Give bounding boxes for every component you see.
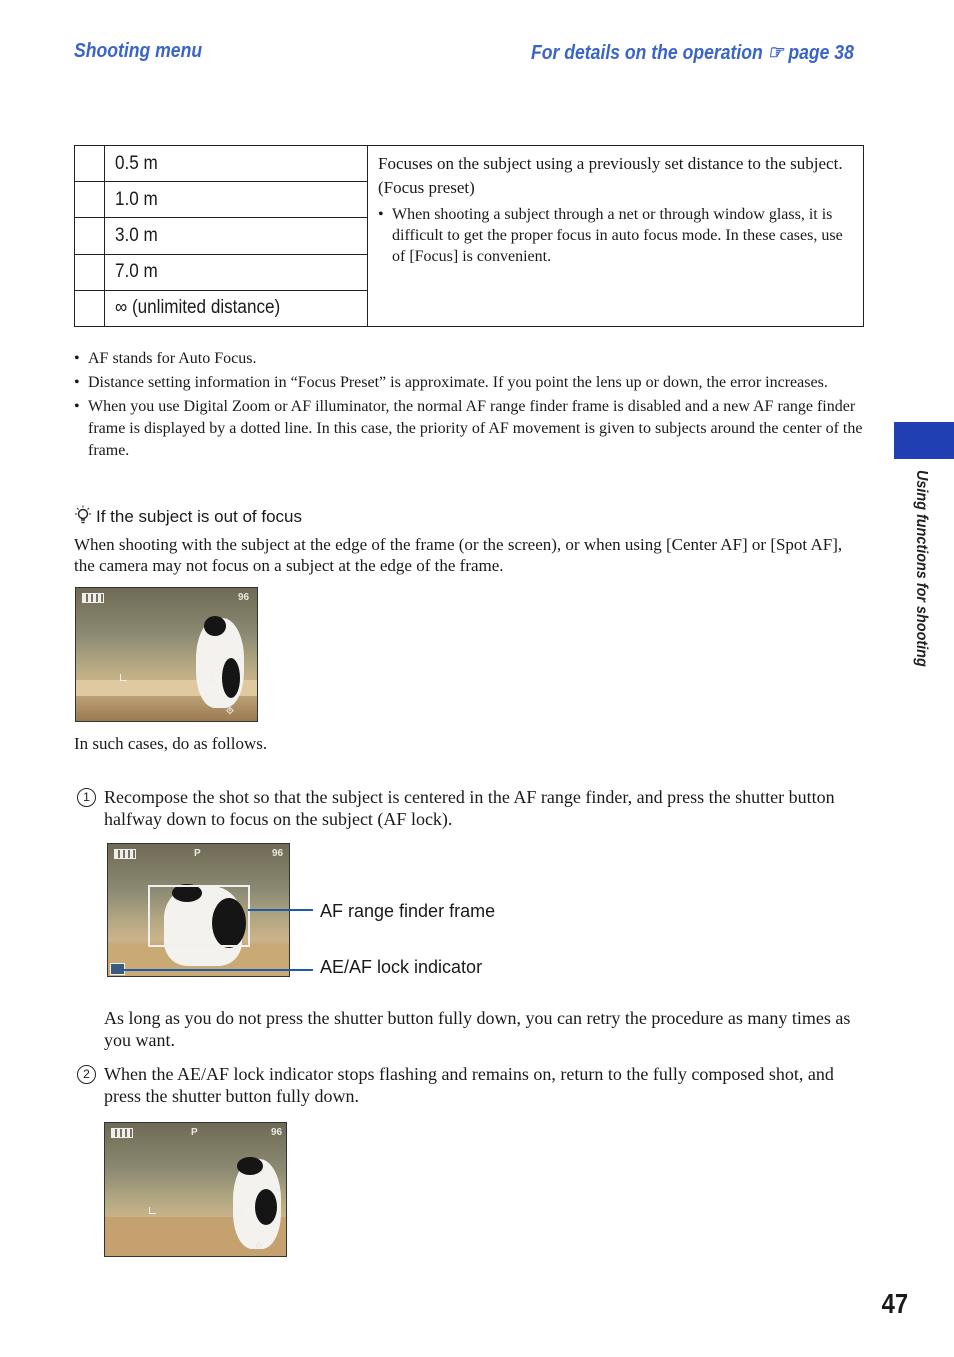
list-item: • AF stands for Auto Focus. <box>74 350 257 367</box>
section-title: Shooting menu <box>74 40 203 62</box>
shot-count: 96 <box>272 848 284 859</box>
chapter-tab-label: Using functions for shooting <box>913 470 930 667</box>
af-range-finder-frame <box>148 885 250 947</box>
ae-lock-icon: ⟐ <box>255 1241 263 1252</box>
tip-body: When shooting with the subject at the edge of the frame (or the screen), or when using [Center AF] or [Spot AF], the camera may not focus on a subject at the edge of the frame. <box>74 535 843 575</box>
page-number: 47 <box>881 1288 908 1319</box>
ae-lock-icon: ⟐ <box>226 706 234 717</box>
example-photo-off-center <box>75 587 258 722</box>
description-text: Focuses on the subject using a previously set distance to the subject. (Focus preset) <box>378 154 843 197</box>
icon-cell <box>75 182 105 218</box>
focus-preset-table <box>74 145 864 327</box>
icon-cell <box>75 218 105 254</box>
list-item: • Distance setting information in “Focus Preset” is approximate. If you point the lens up or down, the error increases. <box>74 374 828 391</box>
option-cell: ∞ (unlimited distance) <box>105 290 368 326</box>
operation-reference: For details on the operation ☞ page 38 <box>531 42 854 64</box>
battery-icon <box>111 1128 133 1138</box>
mode-indicator: P <box>194 848 201 859</box>
retry-note: As long as you do not press the shutter button fully down, you can retry the procedure as many times as you want. <box>104 1008 851 1050</box>
step-number: 2 <box>77 1065 96 1084</box>
shot-count: 96 <box>238 592 250 603</box>
option-cell: 3.0 m <box>105 218 368 254</box>
lightbulb-icon <box>74 505 92 531</box>
chapter-tab-marker <box>894 422 954 459</box>
tip-section <box>74 505 864 576</box>
option-cell: 0.5 m <box>105 146 368 182</box>
step-text: Recompose the shot so that the subject is centered in the AF range finder, and press the shutter button halfway down to focus on the subject (AF lock). <box>104 787 835 829</box>
callout-ae-af-lock: AE/AF lock indicator <box>320 957 483 977</box>
description-cell <box>368 146 864 327</box>
icon-cell <box>75 146 105 182</box>
step-number: 1 <box>77 788 96 807</box>
icon-cell <box>75 254 105 290</box>
shot-count: 96 <box>271 1127 283 1138</box>
option-cell: 1.0 m <box>105 182 368 218</box>
mode-indicator: P <box>191 1127 198 1138</box>
callout-af-frame: AF range finder frame <box>320 901 496 921</box>
battery-icon <box>82 593 104 603</box>
notes-list <box>74 348 864 464</box>
description-note: • When shooting a subject through a net or through window glass, it is difficult to get the proper focus in auto focus mode. In these cases, use of [Focus] is convenient. <box>378 206 843 265</box>
list-item: • When you use Digital Zoom or AF illuminator, the normal AF range finder frame is disabled and a new AF range finder frame is displayed by a dotted line. In this case, the priority of AF movement is given to subjects around the center of the frame. <box>74 398 863 459</box>
icon-cell <box>75 290 105 326</box>
table-row <box>75 146 864 182</box>
option-cell: 7.0 m <box>105 254 368 290</box>
example-photo-recomposed <box>104 1122 287 1257</box>
step-text: When the AE/AF lock indicator stops flashing and remains on, return to the fully composed shot, and press the shutter button fully down. <box>104 1064 834 1106</box>
follow-text: In such cases, do as follows. <box>74 734 268 753</box>
battery-icon <box>114 849 136 859</box>
tip-title: If the subject is out of focus <box>96 507 303 526</box>
